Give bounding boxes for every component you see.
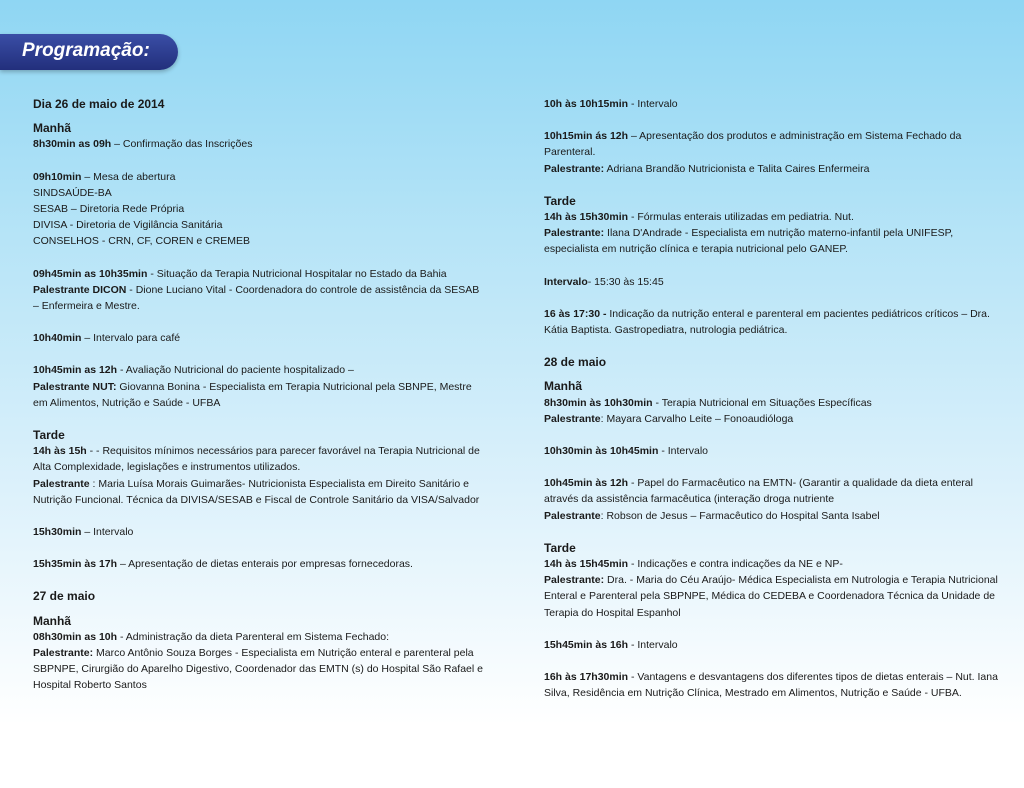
period-heading: Manhã (33, 613, 72, 628)
schedule-block (544, 96, 999, 112)
time-label: 15h30min (33, 526, 82, 539)
schedule-block (33, 427, 488, 508)
time-label: 14h às 15h45min (544, 558, 629, 571)
time-label: 09h45min as 10h35min (33, 267, 148, 280)
speaker-label: Palestrante: (33, 647, 94, 660)
time-label: 8h30min as 09h (33, 138, 112, 151)
activity-text: - Avaliação Nutricional do paciente hospitalizado – (117, 364, 354, 377)
list-item: CONSELHOS - CRN, CF, COREN e CREMEB (33, 235, 251, 248)
activity-text: - - Requisitos mínimos necessários para parecer favorável na Terapia Nutricional de Alta Complexidade, legislações e instrumentos utilizados. (33, 445, 480, 474)
activity-text: Indicação da nutrição enteral e parenteral em pacientes pediátricos críticos – Dra. Kátia Baptista. Gastropediatra, nutrologia pediátrica. (544, 307, 990, 337)
activity-text: - Intervalo (628, 638, 678, 651)
speaker-label: Palestrante NUT: (33, 380, 117, 393)
activity-text: - Fórmulas enterais utilizadas em pediatria. Nut. (628, 211, 854, 224)
activity-text: – Apresentação dos produtos e administração em Sistema Fechado da Parenteral. (544, 130, 962, 159)
activity-text: - Administração da dieta Parenteral em Sistema Fechado: (117, 630, 390, 643)
speaker-text: : Mayara Carvalho Leite – Fonoaudióloga (600, 412, 794, 425)
speaker-label: Palestrante (544, 509, 601, 522)
schedule-block (33, 524, 488, 540)
activity-text: - Intervalo (628, 98, 678, 110)
time-label: 10h30min às 10h45min (544, 445, 659, 458)
activity-text: – Intervalo para café (81, 332, 181, 345)
time-label: 15h45min às 16h (544, 638, 629, 651)
schedule-block (544, 669, 999, 701)
time-label: 8h30min às 10h30min (544, 396, 653, 409)
time-label: 10h40min (33, 332, 82, 345)
activity-text: – Confirmação das Inscrições (111, 138, 253, 151)
schedule-block (544, 540, 999, 621)
schedule-block (33, 556, 488, 572)
speaker-text: Marco Antônio Souza Borges - Especialista em Nutrição enteral e parenteral pela SBPNPE, Cirurgião do Aparelho Digestivo, Coordenador das EMTN (s) do Hospital São Rafael e Hospital Roberto Santos (33, 647, 483, 692)
time-label: 08h30min as 10h (33, 630, 118, 643)
schedule-block (33, 613, 488, 694)
time-label: 10h45min às 12h (544, 477, 629, 490)
activity-text: - Vantagens e desvantagens dos diferentes tipos de dietas enterais – Nut. Iana Silva, Residência em Nutrição Clínica, Mestrado em Alimentos, Nutrição e Saúde - UFBA. (544, 671, 998, 700)
time-label: 16h às 17h30min (544, 671, 629, 684)
day-heading: Dia 26 de maio de 2014 (33, 97, 165, 111)
schedule-block (544, 306, 999, 338)
schedule-left-column (33, 96, 488, 710)
period-heading: Tarde (544, 193, 576, 208)
speaker-label: Palestrante (544, 412, 601, 425)
schedule-block (544, 128, 999, 177)
speaker-text: : Maria Luísa Morais Guimarães- Nutricionista Especialista em Direito Sanitário e Nutrição Funcional. Técnica da DIVISA/SESAB e Fiscal de Controle Sanitário da VISA/Salvador (33, 477, 480, 506)
banner-title: Programação: (22, 40, 150, 61)
activity-text: – Intervalo (81, 526, 134, 539)
schedule-block (544, 378, 999, 427)
speaker-label: Palestrante DICON (33, 283, 127, 296)
activity-text: – Apresentação de dietas enterais por empresas fornecedoras. (117, 558, 413, 571)
speaker-text: Dra. - Maria do Céu Araújo- Médica Especialista em Nutrologia e Terapia Nutricional Enteral e Parenteral pela SBPNPE, Médica do CEDEBA e Coordenadora Técnica da Unidade de Terapia do Hospital Espanhol (544, 574, 998, 619)
activity-text: - 15:30 às 15:45 (587, 275, 664, 288)
period-heading: Manhã (544, 379, 583, 394)
activity-text: - Situação da Terapia Nutricional Hospitalar no Estado da Bahia (147, 267, 447, 280)
schedule-block (33, 362, 488, 411)
speaker-text: Giovanna Bonina - Especialista em Terapia Nutricional pela SBNPE, Mestre em Alimentos, Nutrição e Saúde - UFBA (33, 380, 472, 409)
speaker-text: : Robson de Jesus – Farmacêutico do Hospital Santa Isabel (600, 509, 880, 522)
schedule-block (544, 193, 999, 258)
schedule-block (544, 274, 999, 290)
period-heading: Tarde (33, 428, 65, 443)
time-label: 10h45min as 12h (33, 364, 118, 377)
speaker-text: Adriana Brandão Nutricionista e Talita Caires Enfermeira (604, 162, 870, 175)
activity-text: – Mesa de abertura (81, 170, 176, 183)
schedule-block (33, 120, 488, 152)
time-label: 10h às 10h15min (544, 98, 629, 110)
period-heading: Manhã (33, 121, 72, 136)
activity-text: - Terapia Nutricional em Situações Específicas (652, 396, 872, 409)
list-item: DIVISA - Diretoria de Vigilância Sanitária (33, 219, 223, 232)
schedule-block (544, 475, 999, 524)
schedule-block (33, 266, 488, 315)
time-label: 14h às 15h30min (544, 211, 629, 224)
time-label: 14h às 15h (33, 445, 87, 458)
day-heading: 27 de maio (33, 589, 96, 604)
list-item: SINDSAÚDE-BA (33, 186, 112, 199)
day-heading: 28 de maio (544, 355, 607, 370)
schedule-block (33, 169, 488, 250)
speaker-label: Palestrante: (544, 574, 605, 587)
time-label: 16 às 17:30 - (544, 307, 607, 320)
time-label: 10h15min ás 12h (544, 130, 629, 143)
speaker-label: Palestrante: (544, 162, 605, 175)
schedule-block (33, 330, 488, 346)
time-label: 15h35min às 17h (33, 558, 118, 571)
schedule-block (544, 637, 999, 653)
activity-text: - Indicações e contra indicações da NE e NP- (628, 558, 843, 571)
speaker-label: Palestrante: (544, 227, 605, 240)
time-label: Intervalo (544, 275, 588, 288)
period-heading: Tarde (544, 540, 576, 555)
time-label: 09h10min (33, 170, 82, 183)
speaker-text: - Dione Luciano Vital - Coordenadora do controle de assistência da SESAB – Enfermeira e Mestre. (33, 283, 480, 313)
activity-text: - Intervalo (658, 445, 709, 458)
speaker-text: Ilana D'Andrade - Especialista em nutrição materno-infantil pela UNIFESP, especialista em nutrição clínica e terapia nutricional pelo GANEP. (544, 227, 954, 256)
speaker-label: Palestrante (33, 477, 90, 490)
schedule-block (544, 443, 999, 459)
list-item: SESAB – Diretoria Rede Própria (33, 203, 185, 216)
section-banner (0, 34, 178, 70)
schedule-right-column (544, 96, 999, 717)
activity-text: - Papel do Farmacêutico na EMTN- (Garantir a qualidade da dieta enteral através da assistência farmacêutica (interação droga nutriente (544, 477, 973, 506)
